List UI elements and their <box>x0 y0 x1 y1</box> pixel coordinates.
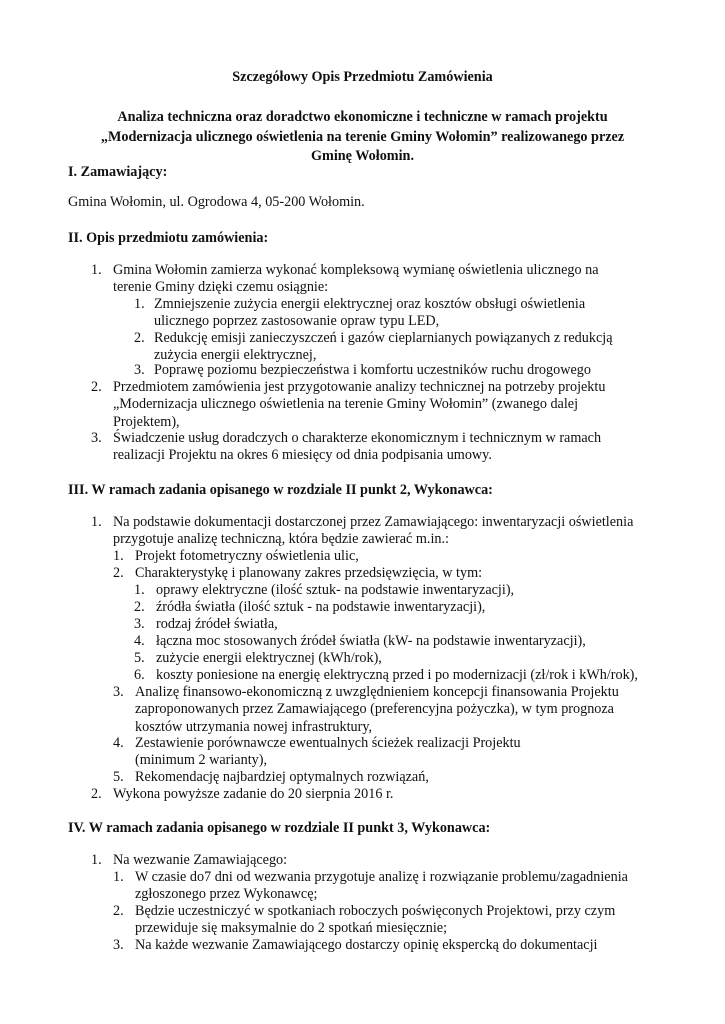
list-item: 2. Będzie uczestniczyć w spotkaniach roboczych poświęconych Projektowi, przy czym przewiduje się maksymalnie do 2 spotkań miesięcznie; <box>113 903 616 937</box>
list-item: 5. zużycie energii elektrycznej (kWh/rok), <box>134 650 382 666</box>
list-item: 1. Na wezwanie Zamawiającego: <box>91 852 288 868</box>
section-3-heading: III. W ramach zadania opisanego w rozdziale II punkt 2, Wykonawca: <box>68 482 493 498</box>
section-4-heading: IV. W ramach zadania opisanego w rozdziale II punkt 3, Wykonawca: <box>68 820 491 836</box>
list-item: 1. oprawy elektryczne (ilość sztuk- na podstawie inwentaryzacji), <box>134 582 515 598</box>
list-item: 6. koszty poniesione na energię elektryczną przed i po modernizacji (zł/rok i kWh/rok), <box>134 667 638 683</box>
list-item: 3. rodzaj źródeł światła, <box>134 616 278 632</box>
list-item: 1. W czasie do7 dni od wezwania przygotuje analizę i rozwiązanie problemu/zagadnienia zgłoszonego przez Wykonawcę; <box>113 869 628 903</box>
list-item: 2. Przedmiotem zamówienia jest przygotowanie analizy technicznej na potrzeby projektu „Modernizacja ulicznego oświetlenia na terenie Gminy Wołomin” (zwanego dalej Projektem), <box>91 379 606 430</box>
list-item: 2. Wykona powyższe zadanie do 20 sierpnia 2016 r. <box>91 786 394 802</box>
list-item: 1. Projekt fotometryczny oświetlenia ulic, <box>113 548 359 564</box>
list-item: 3. Świadczenie usług doradczych o charakterze ekonomicznym i technicznym w ramach realizacji Projektu na okres 6 miesięcy od dnia podpisania umowy. <box>91 430 602 464</box>
list-item: 3. Poprawę poziomu bezpieczeństwa i komfortu uczestników ruchu drogowego <box>134 362 591 378</box>
list-item: 3. Na każde wezwanie Zamawiającego dostarczy opinię ekspercką do dokumentacji <box>113 937 598 953</box>
list-item: 1. Gmina Wołomin zamierza wykonać kompleksową wymianę oświetlenia ulicznego na terenie Gminy dzięki czemu osiągnie: <box>91 262 599 296</box>
document-subtitle-line-3: Gminę Wołomin. <box>310 148 414 164</box>
document-title: Szczegółowy Opis Przedmiotu Zamówienia <box>232 69 493 85</box>
list-item: 4. łączna moc stosowanych źródeł światła (kW- na podstawie inwentaryzacji), <box>134 633 586 649</box>
contracting-authority-address: Gmina Wołomin, ul. Ogrodowa 4, 05-200 Wołomin. <box>68 194 365 210</box>
list-item: 5. Rekomendację najbardziej optymalnych rozwiązań, <box>113 769 429 785</box>
list-item: 2. źródła światła (ilość sztuk - na podstawie inwentaryzacji), <box>134 599 486 615</box>
list-item: 2. Charakterystykę i planowany zakres przedsięwzięcia, w tym: <box>113 565 483 581</box>
section-1-heading: I. Zamawiający: <box>68 164 168 180</box>
list-item: 4. Zestawienie porównawcze ewentualnych ścieżek realizacji Projektu (minimum 2 warianty), <box>113 735 521 769</box>
list-item: 2. Redukcję emisji zanieczyszczeń i gazów cieplarnianych powiązanych z redukcją zużycia energii elektrycznej, <box>134 330 613 364</box>
document-subtitle-line-2: „Modernizacja ulicznego oświetlenia na terenie Gminy Wołomin” realizowanego przez <box>100 129 625 145</box>
section-2-heading: II. Opis przedmiotu zamówienia: <box>68 230 269 246</box>
list-item: 1. Na podstawie dokumentacji dostarczonej przez Zamawiającego: inwentaryzacji oświetlenia przygotuje analizę techniczną, która będzie zawierać m.in.: <box>91 514 634 548</box>
list-item: 1. Zmniejszenie zużycia energii elektrycznej oraz kosztów obsługi oświetlenia ulicznego poprzez zastosowanie opraw typu LED, <box>134 296 586 330</box>
document-subtitle-line-1: Analiza techniczna oraz doradctwo ekonomiczne i techniczne w ramach projektu <box>117 109 608 125</box>
list-item: 3. Analizę finansowo-ekonomiczną z uwzględnieniem koncepcji finansowania Projektu zaproponowanych przez Zamawiającego (preferencyjna pożyczka), w tym prognoza kosztów utrzymania nowej infrastruktury, <box>113 684 619 735</box>
